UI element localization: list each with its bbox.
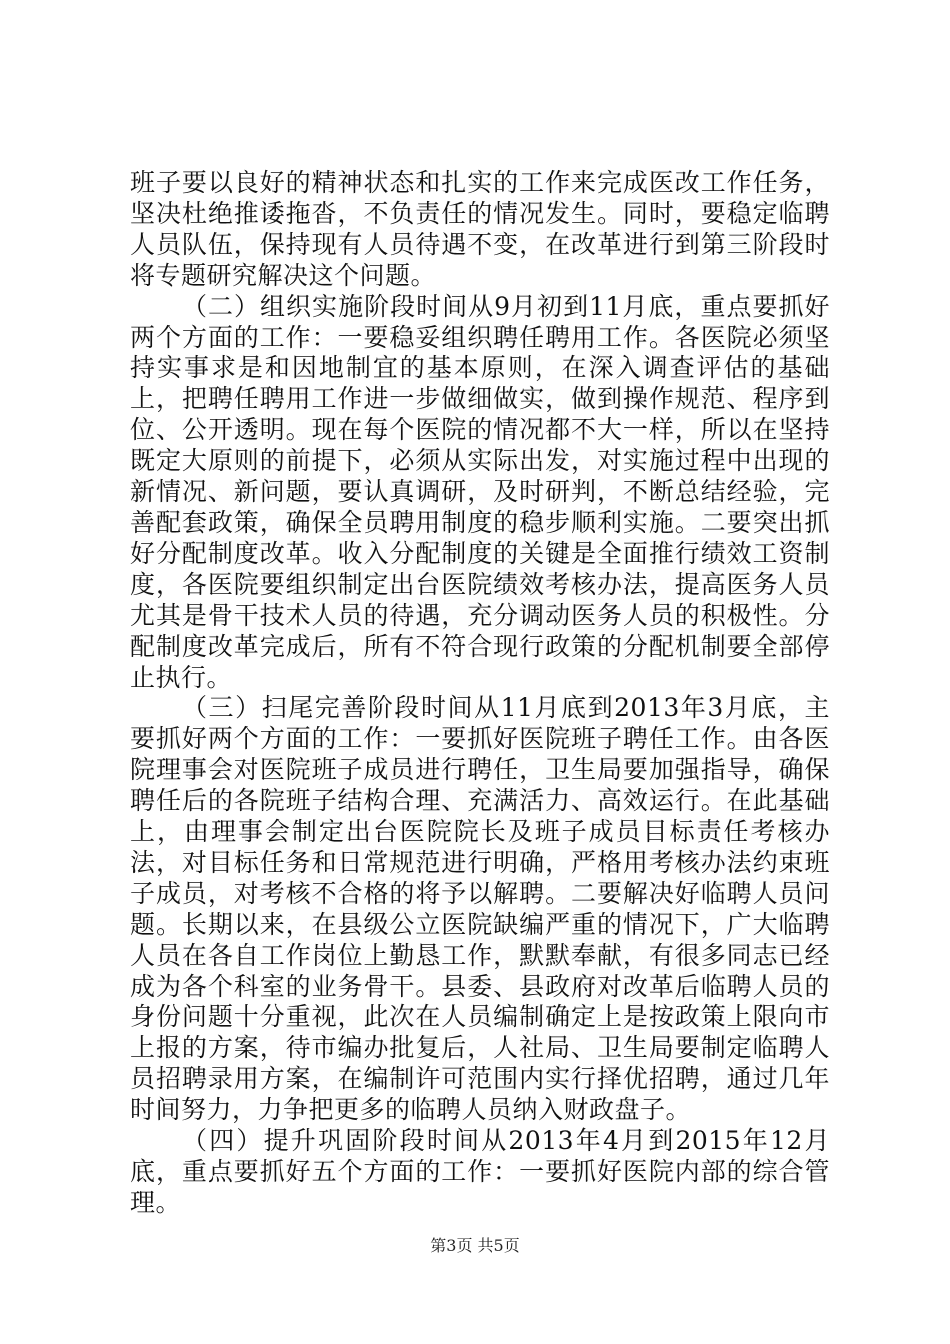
paragraph-1: 班子要以良好的精神状态和扎实的工作来完成医改工作任务，坚决杜绝推诿拖沓，不负责任的情况发生。同时，要稳定临聘人员队伍，保持现有人员待遇不变，在改革进行到第三阶段时将专题研究解决这个问题。 — [130, 168, 830, 290]
document-body — [130, 168, 830, 1219]
page-total: 共5页 — [477, 1236, 520, 1255]
paragraph-2: （二）组织实施阶段时间从9月初到11月底，重点要抓好两个方面的工作：一要稳妥组织聘任聘用工作。各医院必须坚持实事求是和因地制宜的基本原则，在深入调查评估的基础上，把聘任聘用工作进一步做细做实，做到操作规范、程序到位、公开透明。现在每个医院的情况都不大一样，所以在坚持既定大原则的前提下，必须从实际出发，对实施过程中出现的新情况、新问题，要认真调研，及时研判，不断总结经验，完善配套政策，确保全员聘用制度的稳步顺利实施。二要突出抓好分配制度改革。收入分配制度的关键是全面推行绩效工资制度，各医院要组织制定出台医院绩效考核办法，提高医务人员尤其是骨干技术人员的待遇，充分调动医务人员的积极性。分配制度改革完成后，所有不符合现行政策的分配机制要全部停止执行。 — [130, 291, 830, 692]
page-number: 第3页 — [430, 1236, 473, 1255]
paragraph-3: （三）扫尾完善阶段时间从11月底到2013年3月底，主要抓好两个方面的工作：一要抓好医院班子聘任工作。由各医院理事会对医院班子成员进行聘任，卫生局要加强指导，确保聘任后的各院班子结构合理、充满活力、高效运行。在此基础上，由理事会制定出台医院院长及班子成员目标责任考核办法，对目标任务和日常规范进行明确，严格用考核办法约束班子成员，对考核不合格的将予以解聘。二要解决好临聘人员问题。长期以来，在县级公立医院缺编严重的情况下，广大临聘人员在各自工作岗位上勤恳工作，默默奉献，有很多同志已经成为各个科室的业务骨干。县委、县政府对改革后临聘人员的身份问题十分重视，此次在人员编制确定上是按政策上限向市上报的方案，待市编办批复后，人社局、卫生局要制定临聘人员招聘录用方案，在编制许可范围内实行择优招聘，通过几年时间努力，力争把更多的临聘人员纳入财政盘子。 — [130, 693, 830, 1125]
paragraph-4: （四）提升巩固阶段时间从2013年4月到2015年12月底，重点要抓好五个方面的工作：一要抓好医院内部的综合管理。 — [130, 1126, 830, 1217]
page-footer — [0, 1236, 950, 1256]
